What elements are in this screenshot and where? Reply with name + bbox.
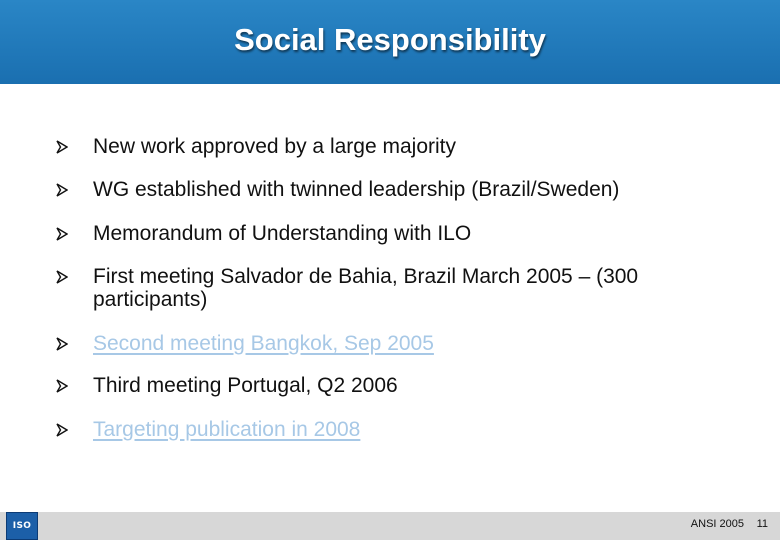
arrowhead-bullet-icon: [56, 178, 93, 201]
bullet-link[interactable]: Second meeting Bangkok, Sep 2005: [93, 332, 434, 355]
bullet-text: Third meeting Portugal, Q2 2006: [93, 374, 398, 397]
title-bar: [0, 0, 780, 84]
arrowhead-bullet-icon: [56, 222, 93, 245]
bullet-item: [56, 332, 746, 355]
bullet-item: [56, 265, 746, 311]
arrowhead-bullet-icon: [56, 332, 93, 355]
bullet-text: WG established with twinned leadership (Brazil/Sweden): [93, 178, 620, 201]
arrowhead-bullet-icon: [56, 374, 93, 397]
slide-title: Social Responsibility: [234, 22, 546, 57]
bullet-item: [56, 418, 746, 441]
bullet-text: New work approved by a large majority: [93, 135, 456, 158]
footer-label: ANSI 2005: [690, 518, 744, 530]
bullet-text: First meeting Salvador de Bahia, Brazil March 2005 – (300 participants): [93, 265, 639, 311]
arrowhead-bullet-icon: [56, 135, 93, 158]
bullet-text: Memorandum of Understanding with ILO: [93, 222, 472, 245]
footer-bar: [0, 512, 780, 540]
arrowhead-bullet-icon: [56, 265, 93, 288]
bullet-item: [56, 222, 746, 245]
bullet-link[interactable]: Targeting publication in 2008: [93, 418, 361, 441]
bullet-item: [56, 374, 746, 397]
arrowhead-bullet-icon: [56, 418, 93, 441]
iso-logo: [6, 512, 38, 540]
iso-logo-text: ISO: [12, 521, 32, 531]
bullet-item: [56, 135, 746, 158]
page-number: 11: [756, 518, 768, 530]
bullet-item: [56, 178, 746, 201]
